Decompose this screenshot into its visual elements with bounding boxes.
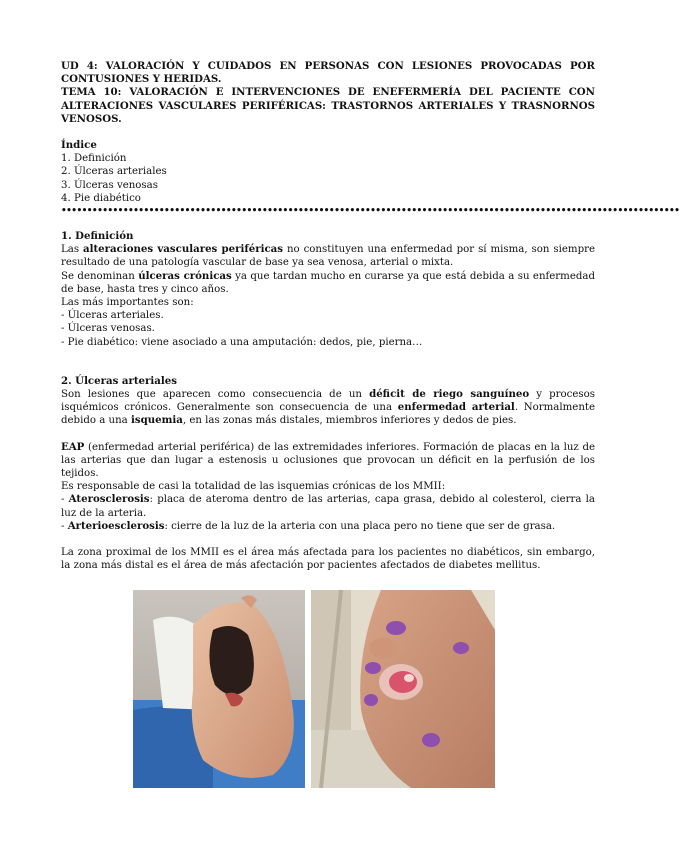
- aterosclerosis-item: - Aterosclerosis: placa de ateroma dentro de las arterias, capa grasa, debido al colesterol, cierra la luz de la arteria.: [61, 493, 595, 519]
- index-item[interactable]: 3. Úlceras venosas: [61, 179, 158, 191]
- index-item[interactable]: 1. Definición: [61, 153, 127, 165]
- toe-ulcer-photo: [311, 590, 495, 788]
- arterial-ulcers-paragraph: Son lesiones que aparecen como consecuencia de un déficit de riego sanguíneo y procesos isquémicos crónicos. Generalmente son consecuencia de una enfermedad arterial. Normalmente debido a una isquemia, en las zonas más distales, miembros inferiores y dedos de pies.: [61, 388, 596, 427]
- chronic-ulcers-paragraph: Se denominan úlceras crónicas ya que tardan mucho en curarse ya que está debida a su enfermedad de base, hasta tres y cinco años.: [61, 269, 595, 295]
- list-item: - Pie diabético: viene asociado a una amputación: dedos, pie, pierna…: [61, 336, 423, 348]
- document-page: [61, 60, 679, 573]
- list-item: - Úlceras arteriales.: [61, 310, 164, 322]
- unit-title: UD 4: VALORACIÓN Y CUIDADOS EN PERSONAS CON LESIONES PROVOCADAS POR CONTUSIONES Y HERIDAS.: [61, 60, 595, 86]
- topic-title: TEMA 10: VALORACIÓN E INTERVENCIONES DE ENEFERMERÍA DEL PACIENTE CON ALTERACIONES VASCULARES PERIFÉRICAS: TRASTORNOS ARTERIALES Y TRASNORNOS VENOSOS.: [61, 86, 595, 125]
- proximal-zone-paragraph: La zona proximal de los MMII es el área más afectada para los pacientes no diabéticos, sin embargo, la zona más distal es el área de más afectación por pacientes afectados de diabetes mellitus.: [61, 547, 595, 572]
- ulcer-types-list: [61, 309, 595, 349]
- arterioesclerosis-item: - Arterioesclerosis: cierre de la luz de la arteria con una placa pero no tiene que ser de grasa.: [61, 519, 556, 532]
- index-title: Índice: [61, 139, 97, 152]
- most-important-label: Las más importantes son:: [61, 297, 194, 309]
- index-item[interactable]: 4. Pie diabético: [61, 192, 141, 204]
- index-list: [61, 152, 595, 205]
- list-item: - Úlceras venosas.: [61, 323, 155, 335]
- dotted-separator: ••••••••••••••••••••••••••••••••••••••••••••••••••••••••••••••••••••••••••••••••••••••••••••••••••••••••••••••••••••••••: [61, 206, 679, 217]
- definition-paragraph: Las alteraciones vasculares periféricas no constituyen una enfermedad por sí misma, son siempre resultado de una patología vascular de base ya sea venosa, arterial o mixta.: [61, 243, 595, 269]
- eap-paragraph: EAP (enfermedad arterial periférica) de las extremidades inferiores. Formación de placas en la luz de las arterias que dan lugar a estenosis u oclusiones que provocan un déficit en la perfusión de los tejidos.: [61, 440, 595, 480]
- index-item[interactable]: 2. Úlceras arteriales: [61, 166, 167, 178]
- ulcer-photos: [133, 590, 495, 788]
- responsible-paragraph: Es responsable de casi la totalidad de las isquemias crónicas de los MMII:: [61, 481, 446, 493]
- section-2-title: 2. Úlceras arteriales: [61, 374, 177, 387]
- heel-ulcer-photo: [133, 590, 305, 788]
- section-1-title: 1. Definición: [61, 230, 134, 243]
